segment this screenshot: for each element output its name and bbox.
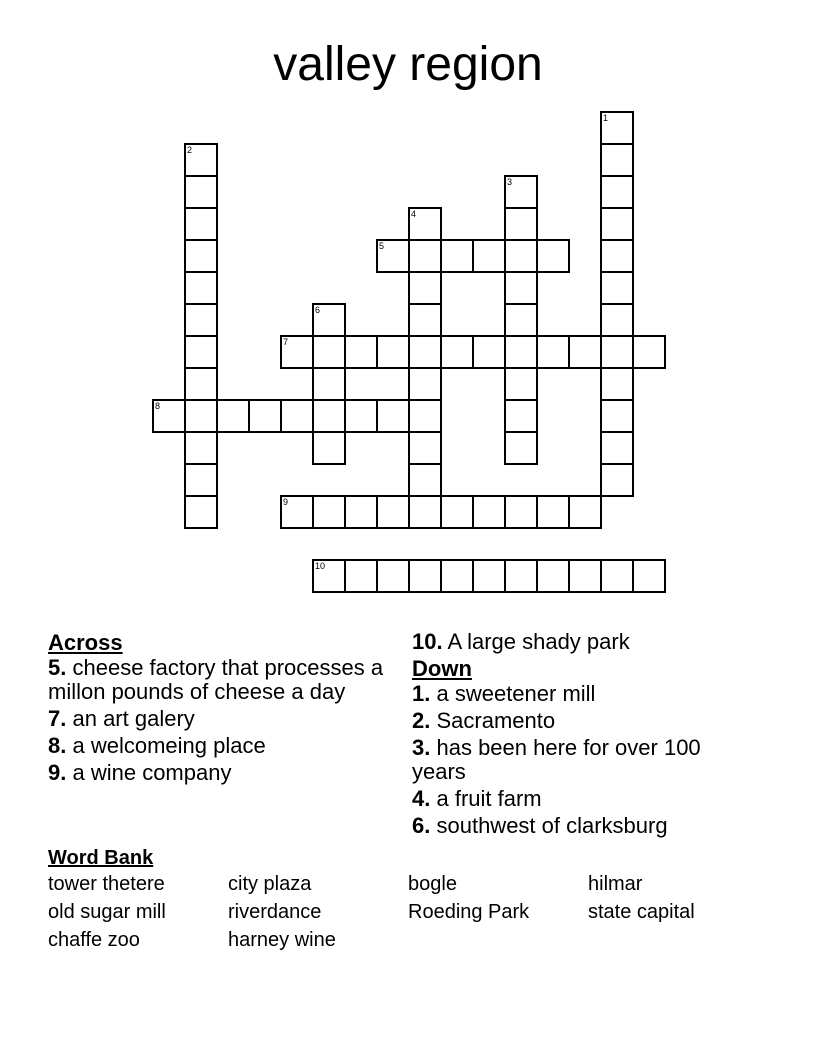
clue-number: 4. xyxy=(412,786,431,811)
clue-across-9 xyxy=(48,761,388,785)
grid-cell[interactable] xyxy=(504,239,538,273)
grid-cell[interactable] xyxy=(472,495,506,529)
grid-cell[interactable] xyxy=(632,559,666,593)
puzzle-title: valley region xyxy=(273,38,543,91)
clue-text: southwest of clarksburg xyxy=(436,813,668,838)
grid-cell[interactable] xyxy=(536,239,570,273)
clue-number: 2. xyxy=(412,708,431,733)
grid-cell[interactable] xyxy=(184,239,218,273)
grid-cell[interactable] xyxy=(184,303,218,337)
clue-across-7 xyxy=(48,707,388,731)
grid-cell[interactable] xyxy=(600,143,634,177)
grid-cell[interactable] xyxy=(408,399,442,433)
grid-cell[interactable] xyxy=(600,399,634,433)
grid-cell[interactable] xyxy=(184,399,218,433)
word-bank-item: bogle xyxy=(408,873,457,895)
grid-cell[interactable] xyxy=(504,367,538,401)
cell-number: 9 xyxy=(283,497,289,507)
grid-cell[interactable] xyxy=(184,495,218,529)
clue-across-5 xyxy=(48,656,388,704)
clue-across-10 xyxy=(412,630,752,654)
grid-cell[interactable] xyxy=(408,303,442,337)
grid-cell[interactable] xyxy=(472,335,506,369)
grid-cell[interactable] xyxy=(408,559,442,593)
grid-cell[interactable] xyxy=(568,495,602,529)
clue-text: a sweetener mill xyxy=(436,681,596,706)
grid-cell[interactable] xyxy=(472,239,506,273)
grid-cell[interactable] xyxy=(344,399,378,433)
grid-cell[interactable] xyxy=(184,367,218,401)
grid-cell[interactable] xyxy=(600,559,634,593)
grid-cell[interactable] xyxy=(600,207,634,241)
cell-number: 5 xyxy=(379,241,385,251)
clue-number: 6. xyxy=(412,813,431,838)
grid-cell[interactable] xyxy=(408,271,442,305)
grid-cell[interactable] xyxy=(376,399,410,433)
across-heading: Across xyxy=(48,630,123,655)
grid-cell[interactable] xyxy=(184,271,218,305)
grid-cell[interactable] xyxy=(408,431,442,465)
grid-cell[interactable] xyxy=(600,431,634,465)
grid-cell[interactable] xyxy=(312,495,346,529)
word-bank-item: chaffe zoo xyxy=(48,929,140,951)
grid-cell[interactable] xyxy=(440,335,474,369)
grid-cell[interactable] xyxy=(184,207,218,241)
clue-number: 10. xyxy=(412,629,443,654)
clue-down-1 xyxy=(412,682,752,706)
grid-cell[interactable] xyxy=(152,399,186,433)
clue-number: 3. xyxy=(412,735,431,760)
grid-cell[interactable] xyxy=(600,335,634,369)
clue-text: A large shady park xyxy=(447,629,630,654)
grid-cell[interactable] xyxy=(376,495,410,529)
grid-cell[interactable] xyxy=(440,239,474,273)
word-bank-item: state capital xyxy=(588,901,695,923)
grid-cell[interactable] xyxy=(440,559,474,593)
clue-text: cheese factory that processes a millon pounds of cheese a day xyxy=(48,655,384,704)
grid-cell[interactable] xyxy=(504,175,538,209)
clue-number: 7. xyxy=(48,706,67,731)
grid-cell[interactable] xyxy=(344,495,378,529)
grid-cell[interactable] xyxy=(280,495,314,529)
clue-text: an art galery xyxy=(72,706,195,731)
grid-cell[interactable] xyxy=(408,367,442,401)
down-column xyxy=(412,630,752,841)
clue-number: 5. xyxy=(48,655,67,680)
cell-number: 8 xyxy=(155,401,161,411)
cell-number: 2 xyxy=(187,145,193,155)
cell-number: 10 xyxy=(315,561,326,571)
clue-across-8 xyxy=(48,734,388,758)
grid-cell[interactable] xyxy=(408,207,442,241)
grid-cell[interactable] xyxy=(536,495,570,529)
grid-cell[interactable] xyxy=(376,239,410,273)
grid-cell[interactable] xyxy=(504,335,538,369)
grid-cell[interactable] xyxy=(408,463,442,497)
grid-cell[interactable] xyxy=(440,495,474,529)
clue-number: 9. xyxy=(48,760,67,785)
grid-cell[interactable] xyxy=(472,559,506,593)
grid-cell[interactable] xyxy=(568,335,602,369)
word-bank-list xyxy=(48,872,768,952)
grid-cell[interactable] xyxy=(504,271,538,305)
grid-cell[interactable] xyxy=(216,399,250,433)
word-bank-item: tower thetere xyxy=(48,873,165,895)
grid-cell[interactable] xyxy=(536,559,570,593)
grid-cell[interactable] xyxy=(408,239,442,273)
word-bank-heading: Word Bank xyxy=(48,847,154,869)
grid-cell[interactable] xyxy=(568,559,602,593)
grid-cell[interactable] xyxy=(184,463,218,497)
grid-cell[interactable] xyxy=(600,239,634,273)
grid-cell[interactable] xyxy=(600,271,634,305)
grid-cell[interactable] xyxy=(504,207,538,241)
grid-cell[interactable] xyxy=(280,335,314,369)
clue-down-3 xyxy=(412,736,752,784)
grid-cell[interactable] xyxy=(632,335,666,369)
clue-text: a wine company xyxy=(72,760,232,785)
word-bank-item: old sugar mill xyxy=(48,901,166,923)
word-bank-item: city plaza xyxy=(228,873,312,895)
grid-cell[interactable] xyxy=(504,559,538,593)
word-bank-item: riverdance xyxy=(228,901,322,923)
grid-cell[interactable] xyxy=(504,303,538,337)
clue-down-6 xyxy=(412,814,752,838)
grid-cell[interactable] xyxy=(600,367,634,401)
grid-cell[interactable] xyxy=(312,335,346,369)
grid-cell[interactable] xyxy=(312,303,346,337)
clue-text: Sacramento xyxy=(436,708,556,733)
cell-number: 1 xyxy=(603,113,609,123)
clue-down-2 xyxy=(412,709,752,733)
clue-number: 1. xyxy=(412,681,431,706)
grid-cell[interactable] xyxy=(504,495,538,529)
grid-cell[interactable] xyxy=(312,399,346,433)
grid-cell[interactable] xyxy=(184,143,218,177)
grid-cell[interactable] xyxy=(344,335,378,369)
grid-cell[interactable] xyxy=(184,431,218,465)
grid-cell[interactable] xyxy=(536,335,570,369)
grid-cell[interactable] xyxy=(600,303,634,337)
grid-cell[interactable] xyxy=(184,335,218,369)
grid-cell[interactable] xyxy=(280,399,314,433)
grid-cell[interactable] xyxy=(312,559,346,593)
word-bank-item: hilmar xyxy=(588,873,643,895)
word-bank xyxy=(48,846,768,952)
grid-cell[interactable] xyxy=(504,431,538,465)
grid-cell[interactable] xyxy=(184,175,218,209)
grid-cell[interactable] xyxy=(408,495,442,529)
cell-number: 4 xyxy=(411,209,417,219)
cell-number: 3 xyxy=(507,177,513,187)
grid-cell[interactable] xyxy=(344,559,378,593)
grid-cell[interactable] xyxy=(248,399,282,433)
grid-cell[interactable] xyxy=(600,463,634,497)
clue-number: 8. xyxy=(48,733,67,758)
down-heading: Down xyxy=(412,656,472,681)
grid-cell[interactable] xyxy=(504,399,538,433)
grid-cell[interactable] xyxy=(312,431,346,465)
clue-text: a fruit farm xyxy=(436,786,542,811)
word-bank-item: harney wine xyxy=(228,929,336,951)
grid-cell[interactable] xyxy=(408,335,442,369)
grid-cell[interactable] xyxy=(376,559,410,593)
across-column xyxy=(48,630,388,788)
cell-number: 6 xyxy=(315,305,321,315)
grid-cell[interactable] xyxy=(312,367,346,401)
cell-number: 7 xyxy=(283,337,289,347)
grid-cell[interactable] xyxy=(376,335,410,369)
grid-cell[interactable] xyxy=(600,175,634,209)
clue-text: has been here for over 100 years xyxy=(412,735,701,784)
clue-text: a welcomeing place xyxy=(72,733,266,758)
word-bank-item: Roeding Park xyxy=(408,901,530,923)
grid-cell[interactable] xyxy=(600,111,634,145)
clue-down-4 xyxy=(412,787,752,811)
